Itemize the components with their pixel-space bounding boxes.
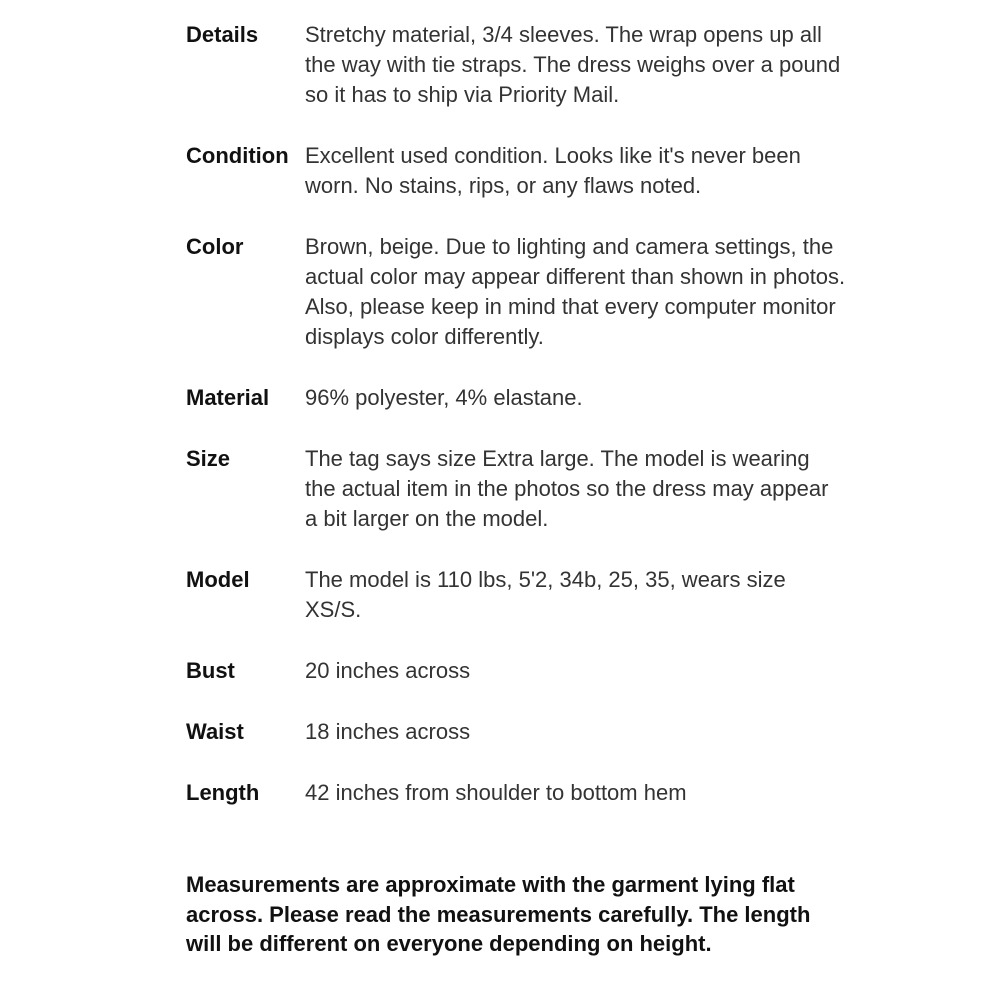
material-label: Material: [186, 385, 270, 410]
bust-value: 20 inches across: [305, 658, 471, 683]
detail-row-details: [186, 20, 846, 110]
details-list: [186, 20, 846, 839]
size-label: Size: [186, 446, 231, 471]
detail-row-length: [186, 778, 846, 808]
color-label: Color: [186, 234, 244, 259]
length-value: 42 inches from shoulder to bottom hem: [305, 780, 687, 805]
waist-value: 18 inches across: [305, 719, 471, 744]
detail-row-size: [186, 444, 846, 534]
detail-row-material: [186, 383, 846, 413]
length-label: Length: [186, 780, 260, 805]
detail-row-color: [186, 232, 846, 352]
model-label: Model: [186, 567, 250, 592]
details-value: Stretchy material, 3/4 sleeves. The wrap opens up all the way with tie straps. The dress weighs over a pound so it has to ship via Priority Mail.: [305, 22, 841, 107]
bust-label: Bust: [186, 658, 235, 683]
condition-value: Excellent used condition. Looks like it's never been worn. No stains, rips, or any flaws noted.: [305, 143, 801, 198]
color-value: Brown, beige. Due to lighting and camera settings, the actual color may appear different than shown in photos. Also, please keep in mind that every computer monitor displays color differently.: [305, 234, 846, 349]
detail-row-bust: [186, 656, 846, 686]
detail-row-model: [186, 565, 846, 625]
detail-row-condition: [186, 141, 846, 201]
waist-label: Waist: [186, 719, 244, 744]
size-value: The tag says size Extra large. The model is wearing the actual item in the photos so the dress may appear a bit larger on the model.: [305, 446, 829, 531]
condition-label: Condition: [186, 143, 289, 168]
model-value: The model is 110 lbs, 5'2, 34b, 25, 35, wears size XS/S.: [305, 567, 786, 622]
material-value: 96% polyester, 4% elastane.: [305, 385, 583, 410]
details-label: Details: [186, 22, 259, 47]
measurement-note: Measurements are approximate with the garment lying flat across. Please read the measurements carefully. The length will be different on everyone depending on height.: [186, 872, 811, 956]
detail-row-waist: [186, 717, 846, 747]
